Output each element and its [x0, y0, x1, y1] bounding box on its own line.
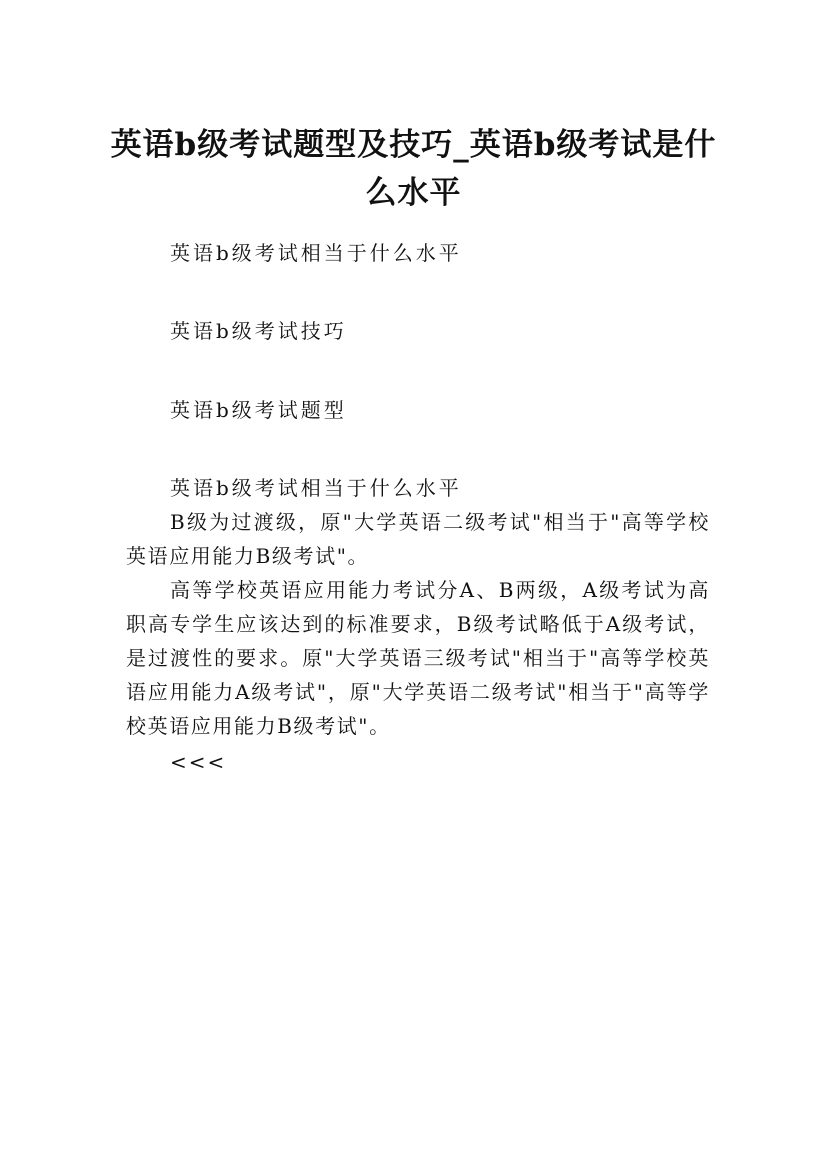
toc-item-types[interactable]: 英语b级考试题型: [170, 398, 347, 422]
paragraph-2: 高等学校英语应用能力考试分A、B两级，A级考试为高职高专学生应该达到的标准要求，B级考试略低于A级考试，是过渡性的要求。原"大学英语三级考试"相当于"高等学校英语应用能力A级考试"，原"大学英语二级考试"相当于"高等学校英语应用能力B级考试"。: [126, 578, 710, 738]
toc-item-level[interactable]: 英语b级考试相当于什么水平: [170, 241, 462, 265]
section-level: [126, 471, 710, 779]
toc-item-tips[interactable]: 英语b级考试技巧: [170, 319, 347, 343]
document-title: 英语b级考试题型及技巧_英语b级考试是什么水平: [110, 126, 717, 211]
section-heading: 英语b级考试相当于什么水平: [170, 476, 462, 500]
paragraph-1: B级为过渡级，原"大学英语二级考试"相当于"高等学校英语应用能力B级考试"。: [126, 510, 710, 568]
more-marker: <<<: [170, 750, 227, 774]
